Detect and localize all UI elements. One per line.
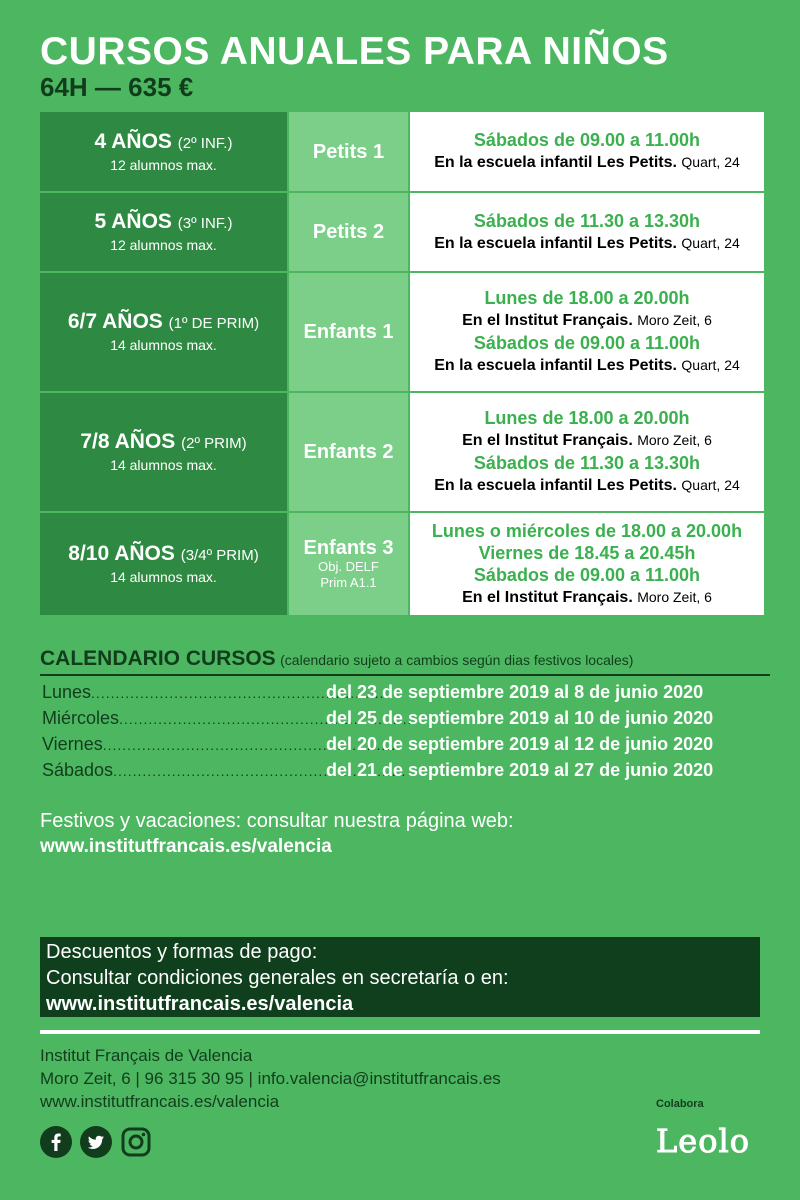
age-value: 5 AÑOS bbox=[94, 210, 172, 233]
place-address: Moro Zeit, 6 bbox=[637, 312, 712, 328]
max-students: 12 alumnos max. bbox=[110, 156, 217, 173]
place-address: Quart, 24 bbox=[681, 477, 740, 493]
festivos-link[interactable]: www.institutfrancais.es/valencia bbox=[40, 836, 332, 857]
social-links bbox=[40, 1126, 152, 1158]
schedule-cell bbox=[409, 192, 764, 272]
place-name: En la escuela infantil Les Petits. bbox=[434, 234, 677, 252]
leader-dots: ............................................................ bbox=[113, 763, 407, 779]
svg-text:Leolo: Leolo bbox=[656, 1122, 750, 1160]
course-row bbox=[40, 192, 764, 272]
level-cell bbox=[288, 272, 409, 392]
calendar-day bbox=[42, 682, 385, 703]
calendar-day bbox=[42, 760, 407, 781]
calendar-header bbox=[40, 647, 770, 676]
age-value: 6/7 AÑOS bbox=[67, 310, 163, 333]
schedule-time: Lunes de 18.00 a 20.00h bbox=[484, 288, 690, 308]
place-name: En el Institut Français. bbox=[462, 432, 633, 449]
calendar-note: (calendario sujeto a cambios según dias festivos locales) bbox=[280, 652, 634, 668]
schedule-time: Sábados de 09.00 a 11.00h bbox=[473, 130, 701, 150]
discount-link[interactable]: www.institutfrancais.es/valencia bbox=[46, 993, 354, 1015]
calendar-row bbox=[42, 734, 762, 760]
place-address: Moro Zeit, 6 bbox=[637, 588, 712, 605]
age-cell bbox=[40, 392, 288, 512]
age-cell bbox=[40, 272, 288, 392]
place-name: En la escuela infantil Les Petits. bbox=[434, 154, 677, 171]
schedule-time: Viernes de 18.45 a 20.45h bbox=[478, 542, 696, 563]
schedule-time: Sábados de 11.30 a 13.30h bbox=[473, 210, 701, 231]
age-cell bbox=[40, 112, 288, 192]
instagram-icon[interactable] bbox=[120, 1126, 152, 1158]
leader-dots: ............................................................ bbox=[91, 685, 385, 701]
calendar-day-name: Sábados bbox=[42, 760, 114, 780]
place-address: Moro Zeit, 6 bbox=[637, 432, 712, 448]
grade-value: (1º DE PRIM) bbox=[168, 315, 260, 332]
age-label bbox=[40, 542, 287, 568]
calendar-title: CALENDARIO CURSOS bbox=[40, 647, 276, 670]
calendar-list bbox=[42, 682, 762, 786]
schedule-place bbox=[410, 151, 764, 174]
schedule-place bbox=[410, 429, 764, 452]
leader-dots: ............................................................ bbox=[102, 737, 397, 753]
place-name: En la escuela infantil Les Petits. bbox=[434, 477, 677, 494]
courses-table bbox=[40, 112, 764, 617]
footer-contact-line: Moro Zeit, 6 | 96 315 30 95 | info.valencia@institutfrancais.es bbox=[40, 1069, 501, 1088]
schedule-place bbox=[410, 474, 764, 497]
max-students: 14 alumnos max. bbox=[110, 457, 217, 473]
discount-line-2: Consultar condiciones generales en secretaría o en: bbox=[46, 967, 509, 989]
max-students: 12 alumnos max. bbox=[110, 237, 217, 253]
page-title: CURSOS ANUALES PARA NIÑOS bbox=[40, 30, 669, 73]
schedule-place bbox=[410, 354, 764, 377]
age-cell bbox=[40, 192, 288, 272]
page-subtitle: 64H — 635 € bbox=[40, 72, 194, 102]
schedule-cell bbox=[409, 112, 764, 192]
calendar-day bbox=[42, 708, 413, 729]
course-row bbox=[40, 392, 764, 512]
age-cell bbox=[40, 512, 288, 616]
festivos-text: Festivos y vacaciones: consultar nuestra página web: bbox=[40, 810, 514, 832]
partner-logo bbox=[656, 1120, 756, 1165]
grade-value: (3º INF.) bbox=[177, 215, 233, 232]
footer-web[interactable]: www.institutfrancais.es/valencia bbox=[40, 1092, 280, 1111]
facebook-icon[interactable] bbox=[40, 1126, 72, 1158]
age-label bbox=[40, 430, 287, 456]
place-address: Quart, 24 bbox=[681, 234, 740, 251]
schedule-place bbox=[410, 232, 764, 255]
schedule-time: Sábados de 09.00 a 11.00h bbox=[473, 333, 701, 353]
grade-value: (2º INF.) bbox=[177, 134, 233, 152]
schedule-time: Lunes o miércoles de 18.00 a 20.00h bbox=[431, 520, 743, 541]
twitter-icon[interactable] bbox=[80, 1126, 112, 1158]
leader-dots: ............................................................ bbox=[119, 711, 413, 727]
place-name: En la escuela infantil Les Petits. bbox=[434, 357, 677, 374]
level-name: Enfants 3 bbox=[303, 537, 394, 559]
calendar-day-name: Viernes bbox=[42, 734, 103, 754]
schedule-time: Sábados de 09.00 a 11.00h bbox=[473, 564, 701, 585]
schedule-cell bbox=[409, 512, 764, 616]
course-row bbox=[40, 112, 764, 192]
calendar-day bbox=[42, 734, 397, 755]
footer-contact bbox=[40, 1044, 501, 1113]
age-value: 4 AÑOS bbox=[94, 129, 172, 153]
calendar-range: del 20 de septiembre 2019 al 12 de junio 2020 bbox=[326, 734, 714, 754]
level-name: Petits 1 bbox=[312, 140, 385, 163]
level-cell bbox=[288, 192, 409, 272]
schedule-cell bbox=[409, 392, 764, 512]
calendar-range: del 21 de septiembre 2019 al 27 de junio 2020 bbox=[326, 760, 714, 780]
level-objective-level: Prim A1.1 bbox=[320, 575, 377, 590]
calendar-row bbox=[42, 760, 762, 786]
calendar-day-name: Miércoles bbox=[42, 708, 120, 728]
age-label bbox=[40, 130, 287, 156]
age-label bbox=[40, 310, 287, 336]
place-address: Quart, 24 bbox=[681, 154, 740, 170]
schedule-time: Sábados de 11.30 a 13.30h bbox=[473, 453, 701, 473]
place-address: Quart, 24 bbox=[681, 357, 740, 373]
age-value: 7/8 AÑOS bbox=[80, 430, 176, 453]
place-name: En el Institut Français. bbox=[462, 588, 633, 606]
discount-box bbox=[40, 937, 760, 1017]
discount-line-1: Descuentos y formas de pago: bbox=[46, 941, 318, 963]
level-cell bbox=[288, 112, 409, 192]
calendar-range: del 23 de septiembre 2019 al 8 de junio 2020 bbox=[326, 682, 704, 702]
schedule-cell bbox=[409, 272, 764, 392]
footer-name: Institut Français de Valencia bbox=[40, 1046, 253, 1065]
course-row bbox=[40, 272, 764, 392]
level-cell bbox=[288, 392, 409, 512]
schedule-place bbox=[410, 586, 764, 609]
calendar-range: del 25 de septiembre 2019 al 10 de junio 2020 bbox=[326, 708, 714, 728]
age-label bbox=[40, 210, 287, 236]
footer-divider bbox=[40, 1030, 760, 1034]
schedule-place bbox=[410, 309, 764, 332]
level-cell bbox=[288, 512, 409, 616]
level-name: Petits 2 bbox=[312, 221, 385, 243]
grade-value: (3/4º PRIM) bbox=[180, 547, 259, 564]
colabora-label: Colabora bbox=[656, 1098, 704, 1110]
level-name: Enfants 2 bbox=[303, 441, 394, 463]
calendar-row bbox=[42, 682, 762, 708]
calendar-row bbox=[42, 708, 762, 734]
schedule-time: Lunes de 18.00 a 20.00h bbox=[484, 408, 690, 428]
calendar-day-name: Lunes bbox=[42, 682, 92, 702]
grade-value: (2º PRIM) bbox=[181, 435, 247, 452]
place-name: En el Institut Français. bbox=[462, 312, 633, 329]
level-name: Enfants 1 bbox=[303, 321, 394, 343]
level-objective: Obj. DELF bbox=[318, 559, 379, 574]
max-students: 14 alumnos max. bbox=[110, 569, 217, 585]
course-row bbox=[40, 512, 764, 616]
max-students: 14 alumnos max. bbox=[110, 337, 217, 353]
age-value: 8/10 AÑOS bbox=[68, 542, 175, 565]
